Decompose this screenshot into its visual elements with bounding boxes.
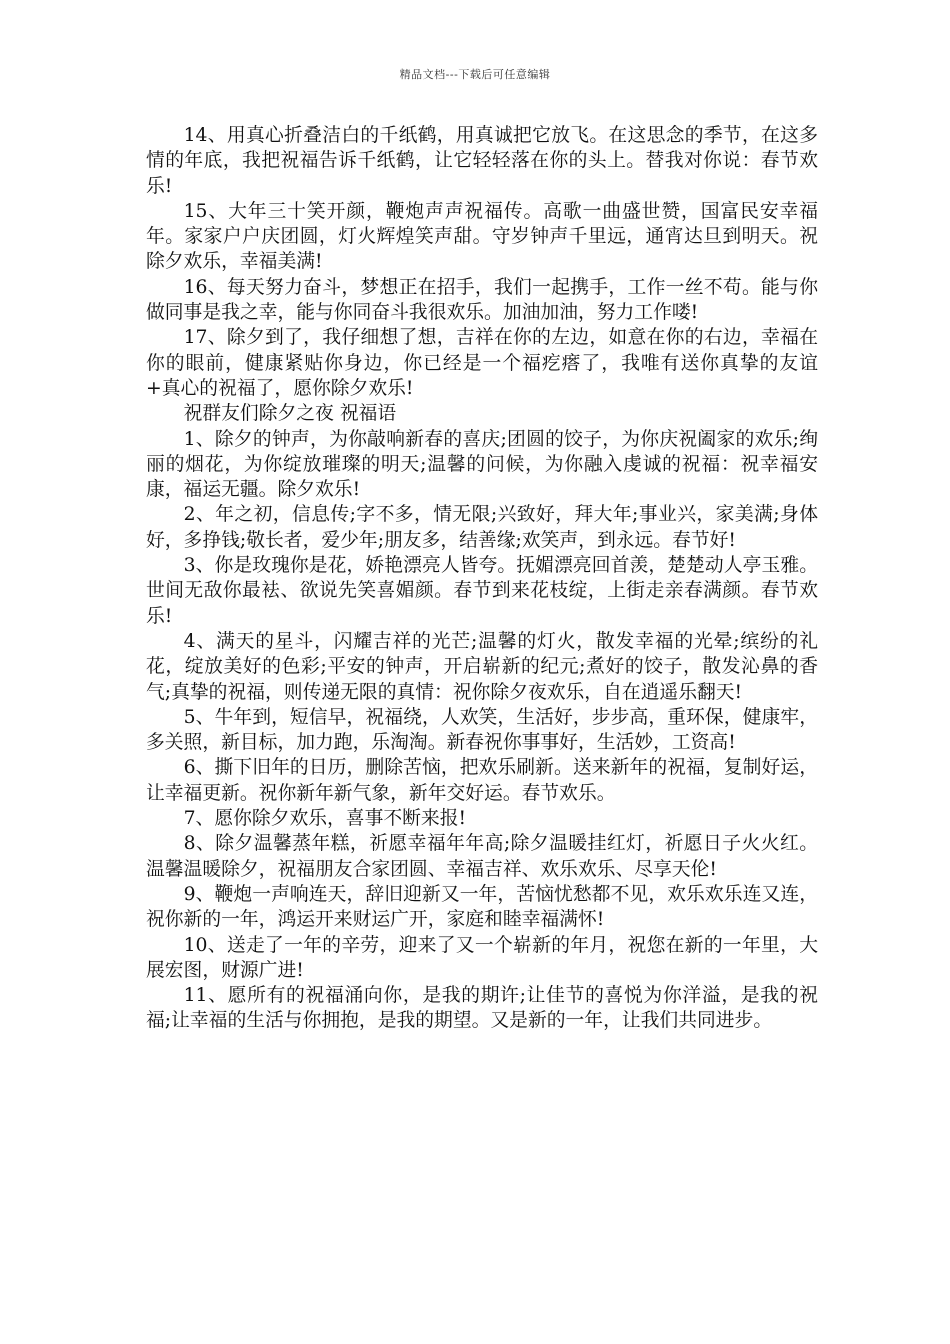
- paragraph: 7、愿你除夕欢乐，喜事不断来报!: [183, 808, 467, 830]
- section-heading: 祝群友们除夕之夜 祝福语: [183, 403, 397, 425]
- paragraph: 10、送走了一年的辛劳，迎来了又一个崭新的年月，祝您在新的一年里，大展宏图，财源广进!: [146, 934, 818, 981]
- paragraph: 17、除夕到了，我仔细想了想，吉祥在你的左边，如意在你的右边，幸福在你的眼前，健康紧贴你身边，你已经是一个福疙瘩了，我唯有送你真挚的友谊+真心的祝福了，愿你除夕欢乐!: [146, 327, 818, 399]
- paragraph: 6、撕下旧年的日历，删除苦恼，把欢乐刷新。送来新年的祝福，复制好运，让幸福更新。祝你新年新气象，新年交好运。春节欢乐。: [146, 757, 818, 804]
- paragraph: 9、鞭炮一声响连天，辞旧迎新又一年，苦恼忧愁都不见，欢乐欢乐连又连，祝你新的一年，鸿运开来财运广开，家庭和睦幸福满怀!: [146, 883, 818, 931]
- paragraph: 14、用真心折叠洁白的千纸鹤，用真诚把它放飞。在这思念的季节，在这多情的年底，我把祝福告诉千纸鹤，让它轻轻落在你的头上。替我对你说：春节欢乐!: [146, 125, 818, 197]
- paragraph: 5、牛年到，短信早，祝福绕，人欢笑，生活好，步步高，重环保，健康牢，多关照，新目标，加力跑，乐淘淘。新春祝你事事好，生活妙，工资高!: [146, 706, 818, 754]
- paragraph: 3、你是玫瑰你是花，娇艳漂亮人皆夸。抚媚漂亮回首羡，楚楚动人亭玉雅。世间无敌你最袪、欲说先笑喜媚颜。春节到来花枝绽，上街走亲春满颜。春节欢乐!: [146, 555, 818, 627]
- paragraph: 16、每天努力奋斗，梦想正在招手，我们一起携手，工作一丝不苟。能与你做同事是我之幸，能与你同奋斗我很欢乐。加油加油，努力工作喽!: [146, 276, 818, 324]
- paragraph: 2、年之初，信息传;字不多，情无限;兴致好，拜大年;事业兴，家美满;身体好，多挣钱;敬长者，爱少年;朋友多，结善缘;欢笑声，到永远。春节好!: [146, 504, 818, 551]
- paragraph: 15、大年三十笑开颜，鞭炮声声祝福传。高歌一曲盛世赞，国富民安幸福年。家家户户庆团圆，灯火辉煌笑声甜。守岁钟声千里远，通宵达旦到明天。祝除夕欢乐，幸福美满!: [146, 200, 818, 273]
- document-body: [146, 123, 818, 1034]
- paragraph: 8、除夕温馨蒸年糕，祈愿幸福年年高;除夕温暖挂红灯，祈愿日子火火红。温馨温暖除夕，祝福朋友合家团圆、幸福吉祥、欢乐欢乐、尽享天伦!: [146, 833, 818, 880]
- paragraph: 11、愿所有的祝福涌向你，是我的期许;让佳节的喜悦为你洋溢，是我的祝福;让幸福的生活与你拥抱，是我的期望。又是新的一年，让我们共同进步。: [146, 985, 818, 1032]
- paragraph: 4、满天的星斗，闪耀吉祥的光芒;温馨的灯火，散发幸福的光晕;缤纷的礼花，绽放美好的色彩;平安的钟声，开启崭新的纪元;煮好的饺子，散发沁鼻的香气;真挚的祝福，则传递无限的真情：祝你除夕夜欢乐，自在逍遥乐翻天!: [146, 630, 818, 703]
- paragraph: 1、除夕的钟声，为你敲响新春的喜庆;团圆的饺子，为你庆祝阖家的欢乐;绚丽的烟花，为你绽放璀璨的明天;温馨的问候，为你融入虔诚的祝福：祝幸福安康，福运无疆。除夕欢乐!: [146, 428, 818, 501]
- page-header: 精品文档---下载后可任意编辑: [399, 68, 551, 81]
